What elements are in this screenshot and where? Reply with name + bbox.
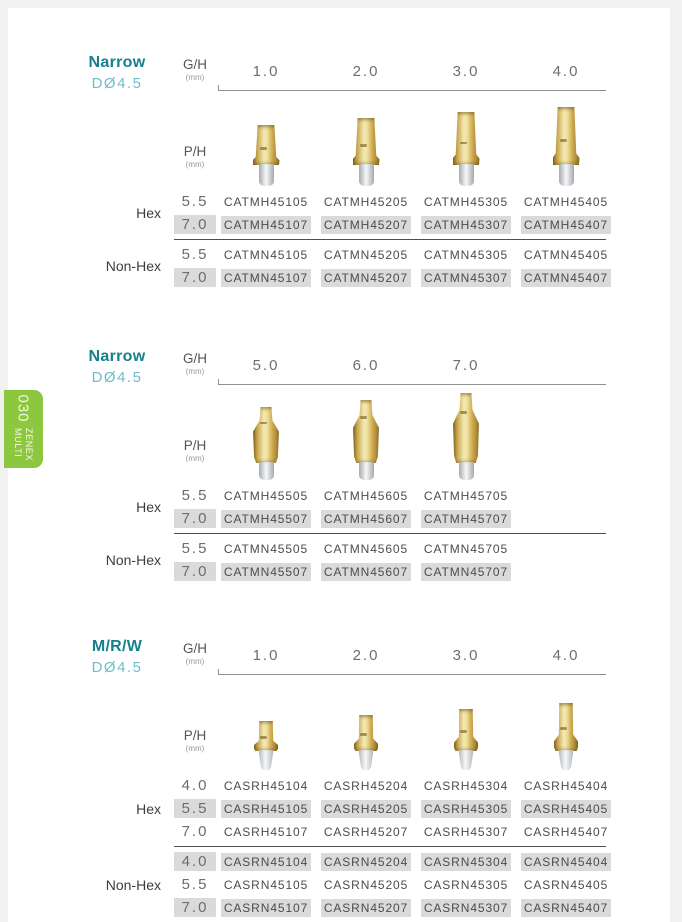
- product-code-cell: [416, 193, 516, 211]
- gh-unit: (mm): [185, 73, 205, 82]
- abutment-post: [559, 164, 574, 186]
- gh-values-row: [216, 647, 616, 664]
- product-code: CATMN45305: [423, 247, 509, 262]
- product-code-cell: [416, 777, 516, 795]
- gh-value: 4.0: [552, 647, 580, 664]
- section-diameter: DØ4.5: [91, 369, 143, 386]
- ph-value: 4.0: [174, 852, 216, 871]
- abutment-body: [553, 107, 580, 165]
- product-code: CATMN45605: [323, 541, 409, 556]
- product-code-cell: [416, 563, 516, 581]
- ph-value: 4.0: [181, 777, 209, 794]
- gh-value: 3.0: [452, 647, 480, 664]
- product-code: CATMN45207: [321, 269, 411, 287]
- product-image-cell: [316, 94, 416, 190]
- product-code-cell: [516, 823, 616, 841]
- ph-unit: (mm): [185, 744, 205, 753]
- ph-value: 7.0: [174, 562, 216, 581]
- abutment-body: [354, 715, 378, 751]
- product-code-cell: [416, 800, 516, 818]
- group-name: Non-Hex: [105, 552, 161, 568]
- ph-value: 5.5: [174, 799, 216, 818]
- ph-label: P/H: [183, 728, 207, 743]
- product-code: CASRH45207: [323, 824, 409, 839]
- product-code-cell: [216, 800, 316, 818]
- abutment-body: [254, 721, 278, 751]
- product-code-cell: [316, 800, 416, 818]
- product-code-cell: [216, 540, 316, 558]
- ph-value: 7.0: [174, 898, 216, 917]
- abutment-body: [253, 125, 280, 165]
- gh-header: [172, 351, 218, 376]
- product-code-cell: [416, 823, 516, 841]
- product-code-cell: [416, 876, 516, 894]
- product-code: CASRN45204: [321, 853, 411, 871]
- product-code: CATMH45107: [221, 216, 311, 234]
- product-code: CATMH45205: [323, 194, 409, 209]
- product-image-cell: [516, 678, 616, 774]
- product-code-cell: [316, 540, 416, 558]
- product-code: CATMN45307: [421, 269, 511, 287]
- spec-group: [8, 774, 616, 843]
- ph-value: 7.0: [181, 823, 209, 840]
- product-code-cell: [316, 823, 416, 841]
- abutment-post: [259, 164, 274, 186]
- page-edge-right: [670, 0, 682, 922]
- product-code-cell: [416, 487, 516, 505]
- spec-row: [174, 537, 516, 560]
- product-code-cell: [316, 510, 416, 528]
- product-code: CASRH45105: [221, 800, 311, 818]
- product-code: CATMH45405: [523, 194, 609, 209]
- ph-header: [172, 438, 218, 463]
- ph-unit: (mm): [185, 454, 205, 463]
- spec-rows: [174, 484, 516, 530]
- section-title-block: [58, 54, 176, 92]
- spec-group: [8, 537, 616, 583]
- brand-zone: [4, 423, 43, 465]
- gh-axis-line: [218, 85, 606, 91]
- section-title-block: [58, 638, 176, 676]
- product-code: CATMN45107: [221, 269, 311, 287]
- gh-value: 4.0: [552, 63, 580, 80]
- gh-header: [172, 641, 218, 666]
- abutment-post: [459, 164, 474, 186]
- gh-value: 7.0: [452, 357, 480, 374]
- spec-group: [8, 243, 616, 289]
- product-images-row: [216, 94, 616, 190]
- product-code-cell: [216, 510, 316, 528]
- spec-table: [8, 484, 616, 583]
- gh-unit: (mm): [185, 657, 205, 666]
- section-title: M/R/W: [91, 638, 143, 655]
- spec-table: [8, 190, 616, 289]
- group-divider: [174, 846, 606, 847]
- product-code: CATMN45607: [321, 563, 411, 581]
- product-code: CASRN45405: [523, 877, 609, 892]
- product-code: CASRN45207: [321, 899, 411, 917]
- abutment-post: [359, 164, 374, 186]
- product-code: CATMN45707: [421, 563, 511, 581]
- gh-value: 1.0: [252, 63, 280, 80]
- product-code: CASRH45307: [423, 824, 509, 839]
- product-code: CATMN45505: [223, 541, 309, 556]
- product-image-cell: [416, 388, 516, 484]
- group-name: Hex: [136, 205, 161, 221]
- product-code: CASRH45104: [223, 778, 309, 793]
- product-code: CASRN45407: [521, 899, 611, 917]
- abutment-image: [353, 400, 380, 480]
- page-edge-top: [0, 0, 682, 8]
- gh-label: G/H: [182, 351, 207, 366]
- gh-value: 1.0: [252, 647, 280, 664]
- product-code: CASRN45105: [223, 877, 309, 892]
- product-code: CATMH45407: [521, 216, 611, 234]
- product-image-cell: [216, 678, 316, 774]
- product-code: CATMN45205: [323, 247, 409, 262]
- brand-label: [13, 427, 34, 460]
- product-code-cell: [216, 216, 316, 234]
- abutment-body: [454, 709, 478, 751]
- product-code-cell: [516, 269, 616, 287]
- ph-value: 7.0: [174, 215, 216, 234]
- spec-row: [174, 774, 616, 797]
- page-side-tab: [4, 390, 43, 468]
- abutment-image: [354, 715, 378, 770]
- product-code: CATMH45307: [421, 216, 511, 234]
- ph-label: P/H: [183, 438, 207, 453]
- abutment-post: [557, 750, 575, 770]
- product-code-cell: [216, 246, 316, 264]
- product-code-cell: [416, 510, 516, 528]
- gh-axis-line: [218, 379, 606, 385]
- product-code-cell: [216, 876, 316, 894]
- spec-group: [8, 850, 616, 919]
- product-code-cell: [216, 563, 316, 581]
- product-code: CATMN45105: [223, 247, 309, 262]
- abutment-image: [253, 407, 280, 480]
- spec-rows: [174, 243, 616, 289]
- product-image-cell: [416, 678, 516, 774]
- spec-rows: [174, 190, 616, 236]
- product-code: CASRN45304: [421, 853, 511, 871]
- spec-row: [174, 873, 616, 896]
- section-diameter: DØ4.5: [91, 75, 143, 92]
- product-code-cell: [516, 800, 616, 818]
- product-code: CASRH45405: [521, 800, 611, 818]
- ph-header: [172, 728, 218, 753]
- product-code: CATMH45507: [221, 510, 311, 528]
- abutment-body: [353, 400, 380, 463]
- product-code-cell: [216, 853, 316, 871]
- abutment-body: [353, 118, 380, 165]
- abutment-post: [257, 750, 275, 770]
- spec-row: [174, 896, 616, 919]
- product-code: CATMN45405: [523, 247, 609, 262]
- abutment-image: [254, 721, 278, 770]
- product-code-cell: [316, 777, 416, 795]
- product-code: CATMN45507: [221, 563, 311, 581]
- spec-row: [174, 266, 616, 289]
- abutment-post: [457, 750, 475, 770]
- abutment-post: [459, 462, 474, 480]
- product-code: CASRH45205: [321, 800, 411, 818]
- gh-values-row: [216, 357, 516, 374]
- product-code: CATMH45705: [423, 488, 509, 503]
- group-divider: [174, 533, 606, 534]
- section-title: Narrow: [88, 54, 146, 71]
- gh-value: 3.0: [452, 63, 480, 80]
- product-code-cell: [416, 216, 516, 234]
- product-image-cell: [316, 388, 416, 484]
- spec-row: [174, 213, 616, 236]
- product-code: CASRN45305: [423, 877, 509, 892]
- product-code: CASRH45305: [421, 800, 511, 818]
- product-images-row: [216, 678, 616, 774]
- ph-unit: (mm): [185, 160, 205, 169]
- product-code-cell: [416, 269, 516, 287]
- ph-label: P/H: [183, 144, 207, 159]
- spec-rows: [174, 850, 616, 919]
- product-code: CATMH45305: [423, 194, 509, 209]
- abutment-image: [454, 709, 478, 770]
- abutment-image: [253, 125, 280, 186]
- product-code-cell: [416, 899, 516, 917]
- product-code: CATMN45407: [521, 269, 611, 287]
- product-code: CATMH45207: [321, 216, 411, 234]
- spec-row: [174, 243, 616, 266]
- spec-row: [174, 484, 516, 507]
- product-code-cell: [516, 193, 616, 211]
- product-code: CATMH45607: [321, 510, 411, 528]
- page-number-zone: [4, 392, 43, 424]
- spec-row: [174, 190, 616, 213]
- product-code: CASRH45404: [523, 778, 609, 793]
- spec-group: [8, 484, 616, 530]
- spec-row: [174, 797, 616, 820]
- abutment-post: [357, 750, 375, 770]
- product-code-cell: [516, 216, 616, 234]
- product-code: CASRN45104: [221, 853, 311, 871]
- gh-axis-line: [218, 669, 606, 675]
- product-code: CASRH45407: [523, 824, 609, 839]
- abutment-body: [253, 407, 280, 463]
- product-code-cell: [316, 876, 416, 894]
- product-section: [8, 638, 670, 922]
- ph-value: 7.0: [174, 268, 216, 287]
- abutment-body: [554, 703, 578, 751]
- product-code-cell: [316, 269, 416, 287]
- gh-value: 5.0: [252, 357, 280, 374]
- brand-line1: ZENEX: [23, 427, 34, 461]
- abutment-post: [259, 462, 274, 480]
- abutment-image: [553, 107, 580, 186]
- product-code: CASRN45107: [221, 899, 311, 917]
- abutment-image: [453, 112, 480, 186]
- abutment-image: [353, 118, 380, 186]
- product-code-cell: [316, 246, 416, 264]
- gh-values-row: [216, 63, 616, 80]
- gh-unit: (mm): [185, 367, 205, 376]
- abutment-post: [359, 462, 374, 480]
- product-code-cell: [316, 563, 416, 581]
- section-title: Narrow: [88, 348, 146, 365]
- product-image-cell: [316, 678, 416, 774]
- abutment-body: [453, 112, 480, 165]
- gh-header: [172, 57, 218, 82]
- product-code: CATMH45505: [223, 488, 309, 503]
- section-title-block: [58, 348, 176, 386]
- spec-table: [8, 774, 616, 919]
- group-divider: [174, 239, 606, 240]
- product-code: CASRN45205: [323, 877, 409, 892]
- product-code-cell: [316, 487, 416, 505]
- abutment-body: [453, 393, 480, 463]
- ph-value: 7.0: [174, 509, 216, 528]
- product-image-cell: [416, 94, 516, 190]
- gh-label: G/H: [182, 641, 207, 656]
- product-section: [8, 348, 670, 638]
- product-section: [8, 54, 670, 344]
- product-code: CASRN45404: [521, 853, 611, 871]
- product-code-cell: [216, 487, 316, 505]
- gh-label: G/H: [182, 57, 207, 72]
- spec-row: [174, 850, 616, 873]
- abutment-image: [554, 703, 578, 770]
- spec-group: [8, 190, 616, 236]
- product-code: CASRH45204: [323, 778, 409, 793]
- spec-row: [174, 820, 616, 843]
- product-code-cell: [516, 853, 616, 871]
- product-code-cell: [316, 216, 416, 234]
- group-name: Non-Hex: [105, 876, 161, 893]
- product-code: CATMH45605: [323, 488, 409, 503]
- spec-rows: [174, 537, 516, 583]
- product-images-row: [216, 388, 616, 484]
- ph-value: 5.5: [181, 193, 209, 210]
- product-code: CASRH45304: [423, 778, 509, 793]
- product-image-cell: [516, 94, 616, 190]
- product-code-cell: [216, 777, 316, 795]
- product-code-cell: [216, 193, 316, 211]
- abutment-image: [453, 393, 480, 480]
- ph-value: 5.5: [181, 540, 209, 557]
- product-code-cell: [516, 777, 616, 795]
- ph-value: 5.5: [181, 876, 209, 893]
- product-code: CATMN45705: [423, 541, 509, 556]
- product-code-cell: [216, 823, 316, 841]
- gh-value: 6.0: [352, 357, 380, 374]
- product-code-cell: [316, 853, 416, 871]
- product-code: CATMH45707: [421, 510, 511, 528]
- gh-value: 2.0: [352, 63, 380, 80]
- page-number: 030: [15, 393, 32, 423]
- gh-value: 2.0: [352, 647, 380, 664]
- spec-row: [174, 507, 516, 530]
- product-code: CASRH45107: [223, 824, 309, 839]
- product-code-cell: [516, 876, 616, 894]
- ph-value: 5.5: [181, 487, 209, 504]
- product-code-cell: [316, 899, 416, 917]
- product-code-cell: [516, 899, 616, 917]
- group-name: Hex: [136, 499, 161, 515]
- product-code-cell: [416, 540, 516, 558]
- product-code-cell: [216, 269, 316, 287]
- product-image-cell: [216, 388, 316, 484]
- brand-line2: MULTI: [13, 427, 24, 457]
- spec-row: [174, 560, 516, 583]
- product-code-cell: [416, 853, 516, 871]
- spec-rows: [174, 774, 616, 843]
- product-code-cell: [216, 899, 316, 917]
- product-code: CATMH45105: [223, 194, 309, 209]
- product-code-cell: [416, 246, 516, 264]
- product-code: CASRN45307: [421, 899, 511, 917]
- group-name: Hex: [136, 800, 161, 817]
- ph-header: [172, 144, 218, 169]
- section-diameter: DØ4.5: [91, 659, 143, 676]
- product-code-cell: [316, 193, 416, 211]
- product-code-cell: [516, 246, 616, 264]
- ph-value: 5.5: [181, 246, 209, 263]
- group-name: Non-Hex: [105, 258, 161, 274]
- product-image-cell: [216, 94, 316, 190]
